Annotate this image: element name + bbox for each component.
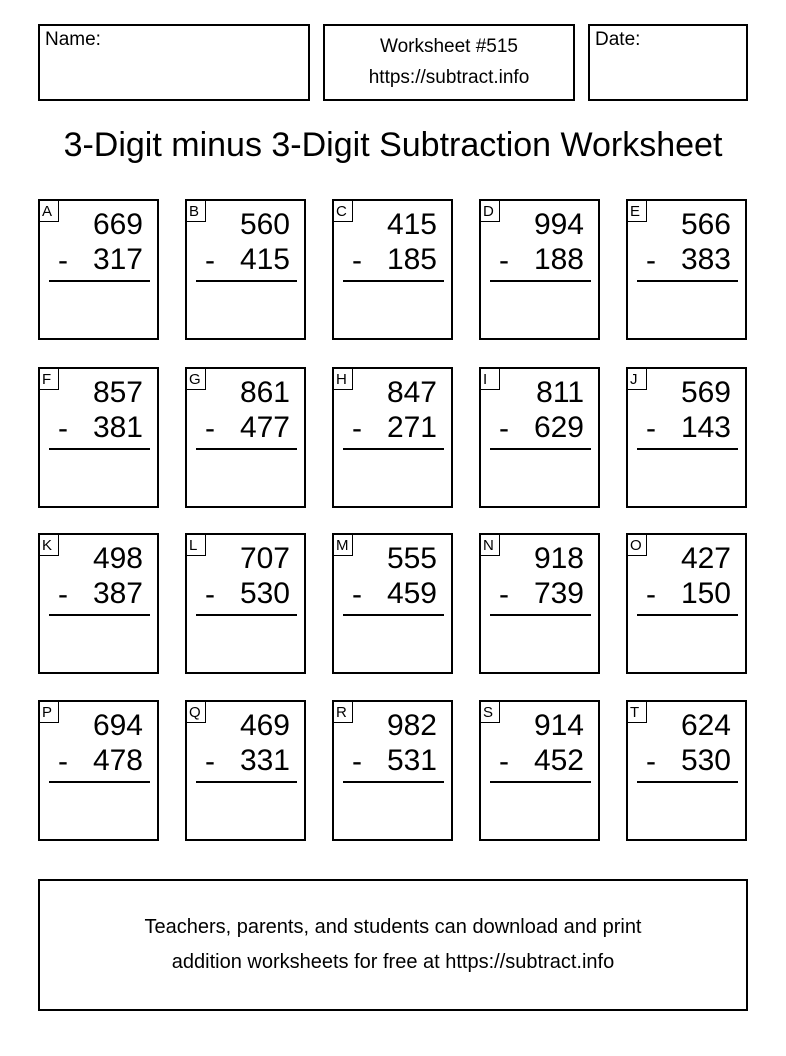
subtrahend: 629 xyxy=(533,411,584,444)
problem-card xyxy=(332,367,453,508)
minus-sign: - xyxy=(205,412,215,445)
minuend: 857 xyxy=(92,376,143,409)
problem-label: S xyxy=(480,701,500,723)
subtrahend: 143 xyxy=(680,411,731,444)
problem-card xyxy=(332,533,453,674)
subtrahend: 331 xyxy=(239,744,290,777)
minuend: 694 xyxy=(92,709,143,742)
page-title: 3-Digit minus 3-Digit Subtraction Worksheet xyxy=(63,126,723,164)
answer-line xyxy=(490,614,591,616)
problem-card xyxy=(185,199,306,340)
problem-card xyxy=(38,533,159,674)
subtrahend: 530 xyxy=(239,577,290,610)
problem-label: K xyxy=(39,534,59,556)
problem-card xyxy=(332,700,453,841)
subtrahend: 150 xyxy=(680,577,731,610)
answer-line xyxy=(343,614,444,616)
minuend: 415 xyxy=(386,208,437,241)
minuend: 427 xyxy=(680,542,731,575)
problem-label: J xyxy=(627,368,647,390)
answer-line xyxy=(49,614,150,616)
answer-line xyxy=(196,614,297,616)
minus-sign: - xyxy=(58,412,68,445)
problem-card xyxy=(479,533,600,674)
problem-label: I xyxy=(480,368,500,390)
problem-label: L xyxy=(186,534,206,556)
problem-label: H xyxy=(333,368,353,390)
minus-sign: - xyxy=(499,244,509,277)
minus-sign: - xyxy=(352,745,362,778)
problem-card xyxy=(38,199,159,340)
minus-sign: - xyxy=(58,244,68,277)
answer-line xyxy=(343,781,444,783)
answer-line xyxy=(637,280,738,282)
problem-label: T xyxy=(627,701,647,723)
minuend: 707 xyxy=(239,542,290,575)
minus-sign: - xyxy=(205,244,215,277)
minus-sign: - xyxy=(646,244,656,277)
problem-label: E xyxy=(627,200,647,222)
problem-label: O xyxy=(627,534,647,556)
footer-box xyxy=(38,879,748,1011)
subtrahend: 459 xyxy=(386,577,437,610)
minuend: 498 xyxy=(92,542,143,575)
problem-card xyxy=(626,533,747,674)
minus-sign: - xyxy=(58,745,68,778)
problem-label: Q xyxy=(186,701,206,723)
subtrahend: 452 xyxy=(533,744,584,777)
problem-card xyxy=(479,367,600,508)
problem-card xyxy=(38,700,159,841)
minuend: 861 xyxy=(239,376,290,409)
minuend: 469 xyxy=(239,709,290,742)
worksheet-number: Worksheet #515 xyxy=(379,36,518,57)
answer-line xyxy=(49,280,150,282)
answer-line xyxy=(196,280,297,282)
subtrahend: 271 xyxy=(386,411,437,444)
problem-card xyxy=(38,367,159,508)
name-label: Name: xyxy=(45,29,101,50)
answer-line xyxy=(637,614,738,616)
minus-sign: - xyxy=(205,745,215,778)
subtrahend: 530 xyxy=(680,744,731,777)
problem-card xyxy=(626,700,747,841)
minus-sign: - xyxy=(646,745,656,778)
problem-card xyxy=(626,199,747,340)
minuend: 918 xyxy=(533,542,584,575)
worksheet-info-box xyxy=(323,24,575,101)
subtrahend: 415 xyxy=(239,243,290,276)
date-label: Date: xyxy=(595,29,641,50)
answer-line xyxy=(637,448,738,450)
minuend: 624 xyxy=(680,709,731,742)
subtrahend: 477 xyxy=(239,411,290,444)
answer-line xyxy=(343,280,444,282)
minus-sign: - xyxy=(352,578,362,611)
answer-line xyxy=(490,781,591,783)
minuend: 994 xyxy=(533,208,584,241)
problem-label: G xyxy=(186,368,206,390)
minuend: 569 xyxy=(680,376,731,409)
problem-card xyxy=(626,367,747,508)
answer-line xyxy=(49,448,150,450)
minuend: 847 xyxy=(386,376,437,409)
minus-sign: - xyxy=(499,578,509,611)
subtrahend: 188 xyxy=(533,243,584,276)
minuend: 914 xyxy=(533,709,584,742)
minus-sign: - xyxy=(499,745,509,778)
problem-label: A xyxy=(39,200,59,222)
minus-sign: - xyxy=(352,412,362,445)
problem-card xyxy=(185,700,306,841)
answer-line xyxy=(490,448,591,450)
name-field[interactable] xyxy=(38,24,310,101)
problem-label: N xyxy=(480,534,500,556)
subtrahend: 381 xyxy=(92,411,143,444)
problem-label: P xyxy=(39,701,59,723)
footer-line-2: addition worksheets for free at https://subtract.info xyxy=(171,951,615,973)
answer-line xyxy=(490,280,591,282)
worksheet-url: https://subtract.info xyxy=(368,67,530,88)
answer-line xyxy=(343,448,444,450)
minus-sign: - xyxy=(205,578,215,611)
date-field[interactable] xyxy=(588,24,748,101)
problem-label: F xyxy=(39,368,59,390)
answer-line xyxy=(196,781,297,783)
minuend: 566 xyxy=(680,208,731,241)
problem-card xyxy=(185,533,306,674)
subtrahend: 531 xyxy=(386,744,437,777)
problem-card xyxy=(332,199,453,340)
problem-card xyxy=(479,199,600,340)
minuend: 669 xyxy=(92,208,143,241)
footer-line-1: Teachers, parents, and students can download and print xyxy=(144,916,642,938)
problem-label: M xyxy=(333,534,353,556)
minuend: 555 xyxy=(386,542,437,575)
minuend: 560 xyxy=(239,208,290,241)
minus-sign: - xyxy=(646,578,656,611)
problem-label: R xyxy=(333,701,353,723)
subtrahend: 317 xyxy=(92,243,143,276)
minus-sign: - xyxy=(499,412,509,445)
subtrahend: 185 xyxy=(386,243,437,276)
problem-card xyxy=(185,367,306,508)
answer-line xyxy=(196,448,297,450)
minus-sign: - xyxy=(646,412,656,445)
answer-line xyxy=(49,781,150,783)
minuend: 982 xyxy=(386,709,437,742)
problem-label: B xyxy=(186,200,206,222)
minus-sign: - xyxy=(58,578,68,611)
subtrahend: 478 xyxy=(92,744,143,777)
problem-card xyxy=(479,700,600,841)
minuend: 811 xyxy=(536,376,584,409)
subtrahend: 383 xyxy=(680,243,731,276)
problem-label: C xyxy=(333,200,353,222)
answer-line xyxy=(637,781,738,783)
problem-label: D xyxy=(480,200,500,222)
subtrahend: 387 xyxy=(92,577,143,610)
subtrahend: 739 xyxy=(533,577,584,610)
minus-sign: - xyxy=(352,244,362,277)
